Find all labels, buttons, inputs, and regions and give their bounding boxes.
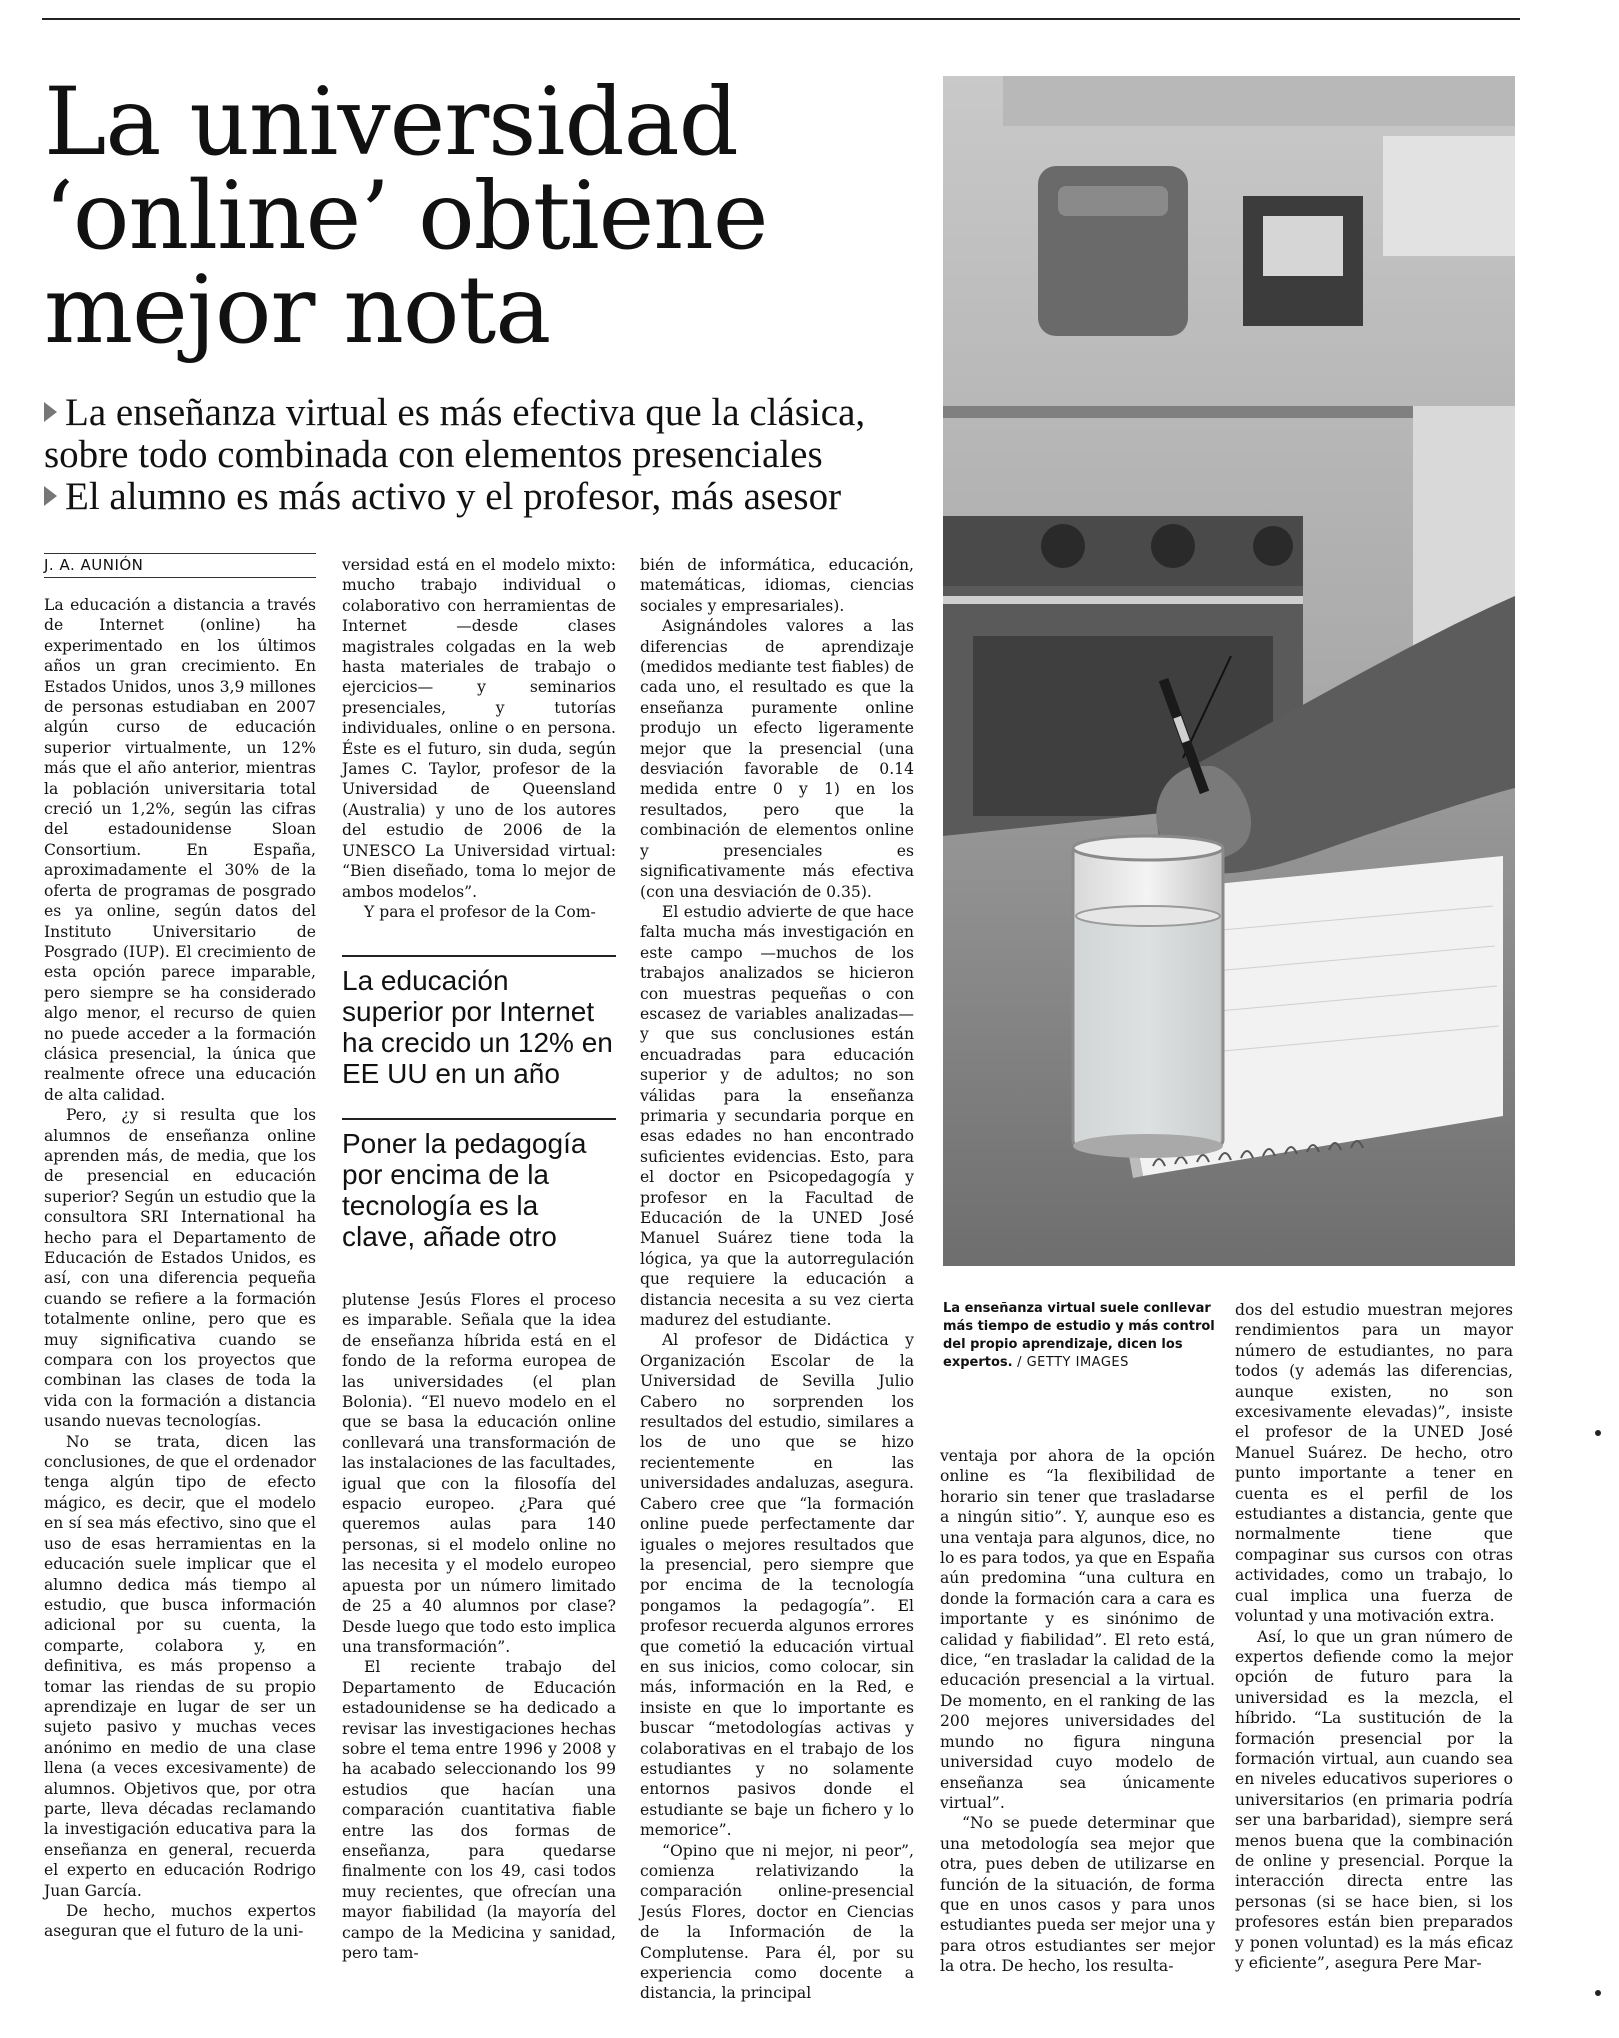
paragraph: Y para el profesor de la Com- [364,902,596,921]
article-column-2-bottom [342,1290,616,2010]
caption-text: La enseñanza virtual suele conllevar más tiempo de estudio y más control del propio aprendizaje, dicen los expertos. [943,1301,1215,1370]
photo-caption [943,1300,1219,1372]
paragraph: dos del estudio muestran mejores rendimientos para un mayor número de estudiantes, no para todos (y además las diferencias, aunque existen, no son excesivamente elevadas)”, insiste el profesor de la UNED José Manuel Suárez. De hecho, otro punto importante a tener en cuenta es el perfil de los estudiantes a distancia, gente que normalmente tiene que compaginar sus cursos con otras actividades, como un trabajo, lo cual implica una fuerza de voluntad y una motivación extra. [1235,1301,1513,1626]
scan-dot [1595,1430,1601,1436]
top-rule [42,18,1520,20]
article-column-2-top [342,555,616,960]
deck-item-1-text: La enseñanza virtual es más efectiva que la clásica, sobre todo combinada con elementos presenciales [44,391,866,476]
paragraph: bién de informática, educación, matemáticas, idiomas, ciencias sociales y empresariales). [640,556,914,615]
byline: J. A. AUNIÓN [44,553,316,578]
paragraph: El reciente trabajo del Departamento de Educación estadounidense se ha dedicado a revisar las investigaciones hechas sobre el tema entre 1996 y 2008 y ha acabado seleccionando los 99 estudios que hacían una comparación cuantitativa fiable entre las dos formas de enseñanza, para quedarse finalmente con los 49, casi todos muy recientes, que ofrecían una mayor fiabilidad (la mayoría del campo de la Medicina y sanidad, pero tam- [342,1658,616,1962]
paragraph: versidad está en el modelo mixto: mucho trabajo individual o colaborativo con herramientas de Internet —desde clases magistrales colgadas en la web hasta materiales de trabajo o ejercicios— y seminarios presenciales, y tutorías individuales, online o en persona. Éste es el futuro, sin duda, según James C. Taylor, profesor de la Universidad de Queensland (Australia) y uno de los autores del estudio de 2006 de la UNESCO La Universidad virtual: “Bien diseñado, toma lo mejor de ambos modelos”. [342,556,616,901]
headline-line-3: mejor nota [44,256,551,365]
paragraph: Al profesor de Didáctica y Organización Escolar de la Universidad de Sevilla Julio Cabero no sorprenden los resultados del estudio, similares a los de uno que se hizo recientemente en las universidades andaluzas, asegura. Cabero cree que “la formación online puede perfectamente dar iguales o mejores resultados que la presencial, pero siempre que por encima de la tecnología pongamos la pedagogía”. El profesor recuerda algunos errores que cometió la educación virtual en sus inicios, como colocar, sin más, información en la Red, e insiste en que lo importante es buscar “metodologías activas y colaborativas en el trabajo de los estudiantes y no solamente entornos pasivos donde el estudiante se baje un fichero y lo memorice”. [640,1331,914,1840]
pull-quote-1: La educación superior por Internet ha crecido un 12% en EE UU en un año [342,955,616,1089]
headline [44,68,924,365]
paragraph: La educación a distancia a través de Internet (online) ha experimentado en los últimos años un gran crecimiento. En Estados Unidos, unos 3,9 millones de personas estudiaban en 2007 algún curso de educación superior virtualmente, un 12% más que el año anterior, mientras la población universitaria total creció un 1,2%, según las cifras del estadounidense Sloan Consortium. En España, aproximadamente el 30% de la oferta de programas de posgrado es ya online, según datos del Instituto Universitario de Posgrado (IUP). El crecimiento de esta opción parece imparable, pero siempre se ha considerado algo menor, el recurso de quien no puede acceder a la formación clásica presencial, la única que realmente ofrece una educación de alta calidad. [44,596,316,1104]
deck-item-2-text: El alumno es más activo y el profesor, más asesor [65,475,842,518]
photo-illustration [943,76,1515,1266]
paragraph: No se trata, dicen las conclusiones, de que el ordenador tenga algún tipo de efecto mágico, es decir, que el modelo en sí sea más efectivo, sino que el uso de esas herramientas en la educación suele implicar que el alumno dedica más tiempo al estudio, que busca información adicional por su cuenta, la comparte, colabora y, en definitiva, es más propenso a tomar las riendas de su propio aprendizaje en lugar de ser un sujeto pasivo y muchas veces anónimo en medio de una clase llena (a veces excesivamente) de alumnos. Objetivos que, por otra parte, lleva décadas reclamando la investigación educativa para la enseñanza en general, recuerda el experto en educación Rodrigo Juan García. [44,1432,316,1900]
paragraph: “Opino que ni mejor, ni peor”, comienza relativizando la comparación online-presencial Jesús Flores, doctor en Ciencias de la Información de la Complutense. Para él, por su experiencia como docente a distancia, la principal [640,1841,914,2003]
article-column-4 [940,1446,1215,2016]
paragraph: plutense Jesús Flores el proceso es imparable. Señala que la idea de enseñanza híbrida está en el fondo de la reforma europea de las universidades (el plan Bolonia). “El nuevo modelo en el que se basa la educación online conllevará una transformación de las instalaciones de las facultades, igual que con la filosofía del espacio europeo. ¿Para qué queremos aulas para 140 personas, si el modelo online no las necesita y el modelo europeo apuesta por un número limitado de 25 a 40 alumnos por clase? Desde luego que todo esto implica una transformación”. [342,1291,616,1656]
triangle-bullet-icon [44,402,57,422]
deck-item-1 [44,392,944,476]
paragraph: Así, lo que un gran número de expertos defiende como la mejor opción de futuro para la universidad es la mezcla, el híbrido. “La sustitución de la formación presencial por la formación virtual, aun cuando sea en niveles educativos superiores o universitarios (en primaria podría ser una barbaridad), siempre será menos buena que la combinación de online y presencial. Porque la interacción directa entre las personas (si se hace bien, si los profesores están bien preparados y ponen voluntad) es la más eficaz y eficiente”, asegura Pere Mar- [1235,1627,1513,1972]
headline-line-1: La universidad [44,68,738,177]
article-column-1 [44,595,316,1995]
deck [44,392,944,518]
photo-credit: / GETTY IMAGES [1017,1355,1129,1370]
triangle-bullet-icon [44,486,57,506]
paragraph: El estudio advierte de que hace falta mucha más investigación en este campo —muchos de los trabajos analizados se hicieron con muestras pequeñas o con escasez de variables analizadas— y que sus conclusiones están encuadradas para educación superior y de adultos; no son válidas para la enseñanza primaria y secundaria porque en esas edades no han encontrado suficientes evidencias. Esto, para el doctor en Psicopedagogía y profesor en la Facultad de Educación de la UNED José Manuel Suárez tiene toda la lógica, ya que la autorregulación que requiere la educación a distancia necesita a su vez cierta madurez del estudiante. [640,902,914,1330]
paragraph: ventaja por ahora de la opción online es “la flexibilidad de horario sin tener que trasladarse a ningún sitio”. Y, aunque eso es una ventaja para algunos, dice, no lo es para todos, ya que en España aún predomina “una cultura en donde la formación cara a cara es importante y es sinónimo de calidad y fiabilidad”. El reto está, dice, “en trasladar la calidad de la educación presencial a la virtual. De momento, en el ranking de las 200 mejores universidades del mundo no figura ninguna universidad cuyo modelo de enseñanza sea únicamente virtual”. [940,1447,1215,1812]
article-column-3 [640,555,914,2015]
paragraph: Pero, ¿y si resulta que los alumnos de enseñanza online aprenden más, de media, que los de presencial en educación superior? Según un estudio que la consultora SRI International ha hecho para el Departamento de Educación de Estados Unidos, es así, con una diferencia pequeña cuando se refiere a la formación totalmente online, pero que es muy significativa cuando se compara con los proyectos que combinan las clases de toda la vida con la formación a distancia usando nuevas tecnologías. [44,1106,316,1431]
pull-quote-2: Poner la pedagogía por encima de la tecnología es la clave, añade otro [342,1118,616,1252]
paragraph: “No se puede determinar que una metodología sea mejor que otra, pues deben de utilizarse en función de la situación, de forma que en unos casos y para unos estudiantes pueda ser mejor una y para otros estudiantes ser mejor la otra. De hecho, los resulta- [940,1814,1215,1976]
paragraph: De hecho, muchos expertos aseguran que el futuro de la uni- [44,1902,316,1941]
headline-line-2: ‘online’ obtiene [44,162,768,271]
article-photo [943,76,1515,1266]
deck-item-2 [44,476,944,518]
article-column-5 [1235,1300,1513,2015]
scan-dot [1595,1990,1601,1996]
paragraph: Asignándoles valores a las diferencias de aprendizaje (medidos mediante test fiables) de cada uno, el resultado es que la enseñanza puramente online produjo un efecto ligeramente mejor que la presencial (una desviación favorable de 0.14 medida entre 0 y 1) en los resultados, pero que la combinación de elementos online y presenciales es significativamente más efectiva (con una desviación de 0.35). [640,617,914,901]
